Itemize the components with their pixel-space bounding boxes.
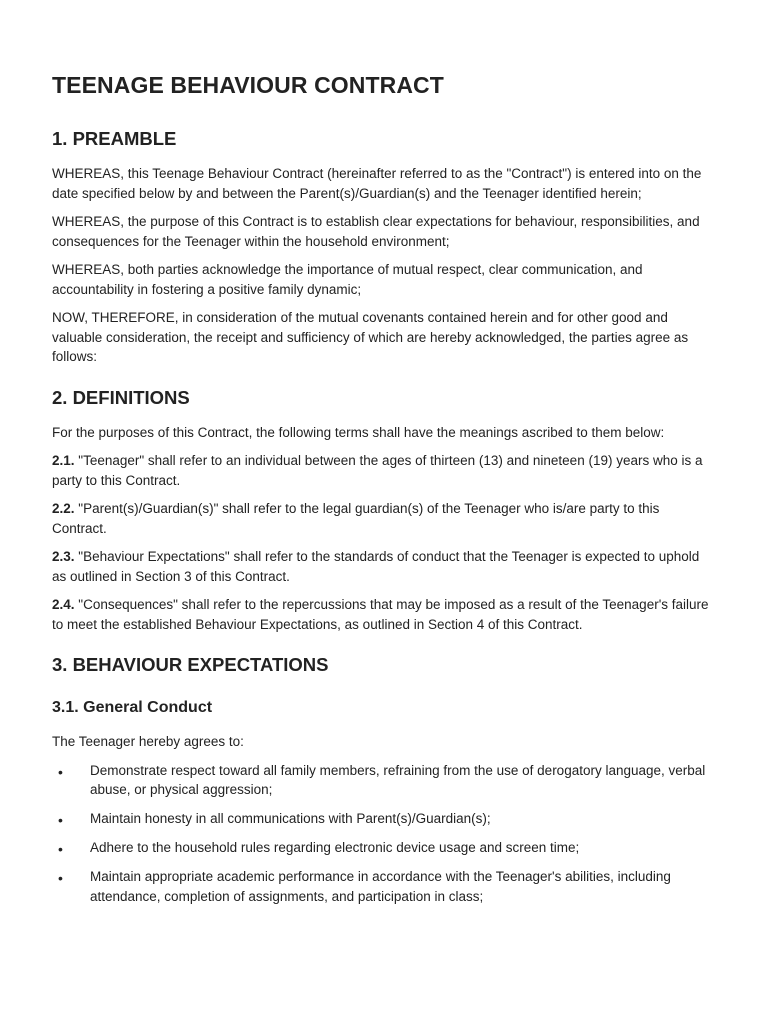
section-heading-preamble: 1. PREAMBLE: [52, 128, 177, 149]
definition-item: [52, 451, 714, 490]
list-item-text: Adhere to the household rules regarding electronic device usage and screen time;: [90, 840, 580, 855]
section-behaviour-expectations: [52, 653, 714, 906]
definition-item: [52, 595, 714, 634]
section-definitions: [52, 386, 714, 635]
definitions-intro: For the purposes of this Contract, the following terms shall have the meanings ascribed to them below:: [52, 424, 665, 440]
definition-item: [52, 499, 714, 538]
subsection-heading-general-conduct: 3.1. General Conduct: [52, 699, 213, 716]
definition-number: 2.1.: [52, 453, 75, 468]
section-heading-definitions: 2. DEFINITIONS: [52, 386, 190, 408]
list-item: [52, 761, 714, 800]
definition-item: [52, 547, 714, 586]
definition-text: "Consequences" shall refer to the repercussions that may be imposed as a result of the Teenager's failure to meet the established Behaviour Expectations, as outlined in Section 4 of this Contract.: [52, 597, 709, 632]
definition-number: 2.3.: [52, 549, 75, 564]
expectations-intro: The Teenager hereby agrees to:: [52, 734, 244, 749]
bullet-icon: •: [58, 812, 63, 828]
list-item-text: Maintain appropriate academic performance in accordance with the Teenager's abilities, including attendance, completion of assignments, and participation in class;: [90, 869, 671, 904]
section-preamble: [52, 127, 714, 367]
definition-text: "Teenager" shall refer to an individual between the ages of thirteen (13) and nineteen (19) years who is a party to this Contract.: [52, 453, 703, 488]
preamble-paragraph: WHEREAS, both parties acknowledge the importance of mutual respect, clear communication, and accountability in fostering a positive family dynamic;: [52, 262, 643, 297]
list-item-text: Demonstrate respect toward all family members, refraining from the use of derogatory language, verbal abuse, or physical aggression;: [90, 762, 706, 797]
list-item-text: Maintain honesty in all communications with Parent(s)/Guardian(s);: [90, 811, 491, 826]
preamble-paragraph: WHEREAS, this Teenage Behaviour Contract (hereinafter referred to as the "Contract") is entered into on the date specified below by and between the Parent(s)/Guardian(s) and the Teenager identified herein;: [52, 166, 702, 201]
definition-text: "Parent(s)/Guardian(s)" shall refer to the legal guardian(s) of the Teenager who is/are party to this Contract.: [52, 501, 660, 536]
definition-text: "Behaviour Expectations" shall refer to the standards of conduct that the Teenager is expected to uphold as outlined in Section 3 of this Contract.: [52, 549, 700, 584]
document-title: TEENAGE BEHAVIOUR CONTRACT: [52, 72, 444, 98]
bullet-icon: •: [58, 763, 63, 780]
list-item: [52, 809, 714, 829]
bullet-icon: •: [58, 841, 63, 857]
preamble-paragraph: NOW, THEREFORE, in consideration of the mutual covenants contained herein and for other good and valuable consideration, the receipt and sufficiency of which are hereby acknowledged, the parties agree as follows:: [52, 310, 689, 364]
preamble-paragraph: WHEREAS, the purpose of this Contract is to establish clear expectations for behaviour, responsibilities, and consequences for the Teenager within the household environment;: [52, 214, 700, 249]
definition-number: 2.2.: [52, 501, 75, 516]
list-item: [52, 867, 714, 906]
bullet-icon: •: [58, 870, 63, 886]
expectations-list: [52, 761, 714, 907]
list-item: [52, 838, 714, 858]
section-heading-expectations: 3. BEHAVIOUR EXPECTATIONS: [52, 654, 329, 675]
definition-number: 2.4.: [52, 597, 75, 612]
